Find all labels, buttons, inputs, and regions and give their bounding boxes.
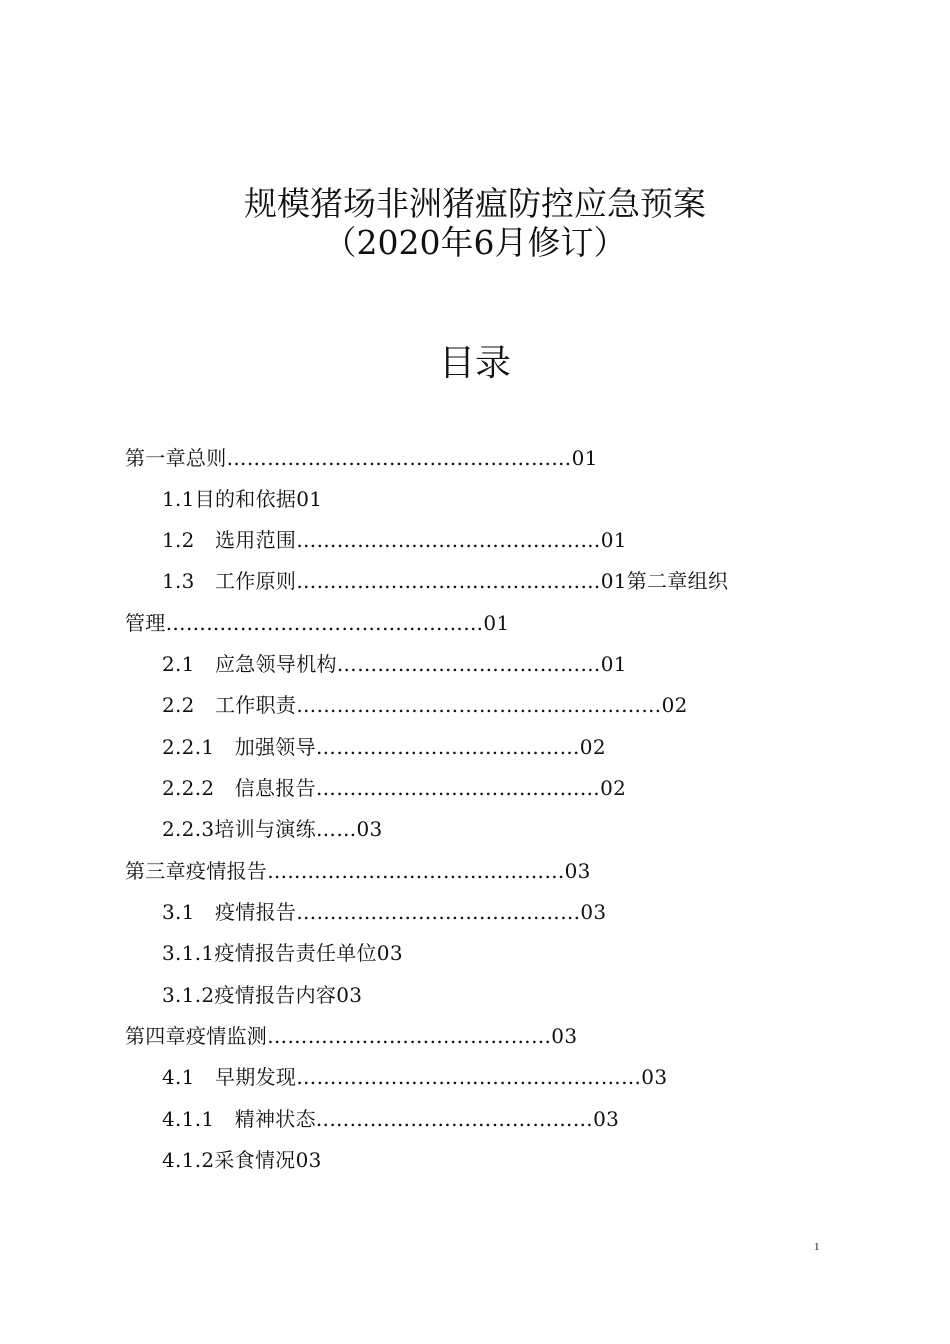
toc-entry-chapter-4[interactable]: 第四章疫情监测……………………………………03 xyxy=(125,1024,578,1048)
toc-entry-3-1-1[interactable]: 3.1.1疫情报告责任单位03 xyxy=(162,941,403,965)
page-number: 1 xyxy=(814,1241,820,1253)
toc-entry-chapter-3[interactable]: 第三章疫情报告…..…………………………………03 xyxy=(125,859,591,883)
toc-entry-2-2-3[interactable]: 2.2.3培训与演练……03 xyxy=(162,817,383,841)
toc-entry-1-3[interactable]: 1.3 工作原则………………………………………01第二章组织 xyxy=(162,569,729,593)
toc-entry-2-2[interactable]: 2.2 工作职责………………………………………………02 xyxy=(162,693,688,717)
toc-entry-4-1[interactable]: 4.1 早期发现……………………………………………03 xyxy=(162,1065,668,1089)
toc-entry-1-2[interactable]: 1.2 选用范围………………………………………01 xyxy=(162,528,627,552)
toc-entry-2-2-2[interactable]: 2.2.2 信息报告……………………………………02 xyxy=(162,776,627,800)
toc-entry-2-1[interactable]: 2.1 应急领导机构…………………………………01 xyxy=(162,652,627,676)
toc-entry-1-1[interactable]: 1.1目的和依据01 xyxy=(162,487,323,511)
toc-entry-3-1[interactable]: 3.1 疫情报告……………………………………03 xyxy=(162,900,607,924)
toc-entry-3-1-2[interactable]: 3.1.2疫情报告内容03 xyxy=(162,983,363,1007)
document-subtitle: （2020年6月修订） xyxy=(323,223,627,262)
toc-entry-4-1-2[interactable]: 4.1.2采食情况03 xyxy=(162,1148,322,1172)
document-title: 规模猪场非洲猪瘟防控应急预案 xyxy=(244,184,706,223)
toc-entry-chapter-2[interactable]: 管理……..…………………………………01 xyxy=(125,611,510,635)
toc-entry-2-2-1[interactable]: 2.2.1 加强领导…………………………………02 xyxy=(162,735,606,759)
toc-entry-4-1-1[interactable]: 4.1.1 精神状态..…………………………………03 xyxy=(162,1107,620,1131)
toc-entry-chapter-1[interactable]: 第一章总则……………………………………………01 xyxy=(125,446,598,470)
toc-heading: 目录 xyxy=(438,343,511,384)
